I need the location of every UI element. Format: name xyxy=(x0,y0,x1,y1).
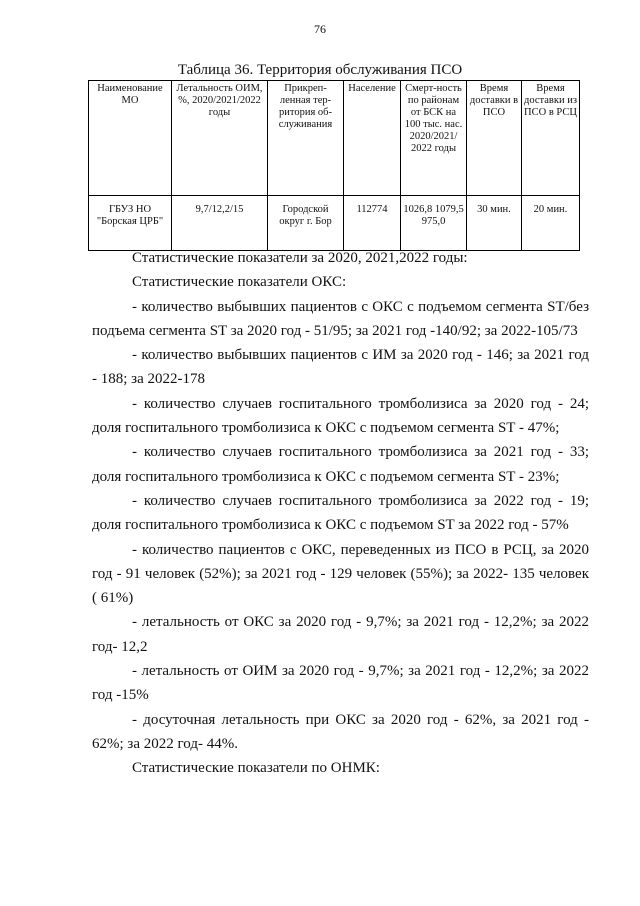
paragraph: - количество случаев госпитального тромболизиса за 2020 год - 24; доля госпитального тромболизиса к ОКС с подъемом сегмента ST - 47%; xyxy=(92,395,589,437)
paragraph: - летальность от ОИМ за 2020 год - 9,7%; за 2021 год - 12,2%; за 2022 год -15% xyxy=(92,663,589,704)
paragraph: Статистические показатели ОКС: xyxy=(132,274,347,291)
header-cell: Время доставки в ПСО xyxy=(467,81,522,196)
table-cell: 112774 xyxy=(344,196,401,251)
header-cell: Летальность ОИМ, %, 2020/2021/2022 годы xyxy=(172,81,268,196)
header-cell: Наименование МО xyxy=(89,81,172,196)
table-cell: Городской округ г. Бор xyxy=(268,196,344,251)
table-cell: 9,7/12,2/15 xyxy=(172,196,268,251)
table-cell: 1026,8 1079,5 975,0 xyxy=(401,196,467,251)
pso-service-table xyxy=(88,80,580,251)
paragraph: - количество случаев госпитального тромболизиса за 2021 год - 33; доля госпитального тромболизиса к ОКС с подъемом сегмента ST - 23%; xyxy=(92,444,589,485)
body-text xyxy=(92,246,589,781)
table-cell: 30 мин. xyxy=(467,196,522,251)
table-cell: ГБУЗ НО "Борская ЦРБ" xyxy=(89,196,172,251)
table-cell: 20 мин. xyxy=(522,196,580,251)
header-cell: Смерт-ность по районам от БСК на 100 тыс. нас. 2020/2021/ 2022 годы xyxy=(401,81,467,196)
paragraph: - досуточная летальность при ОКС за 2020 год - 62%, за 2021 год - 62%; за 2022 год- 44%. xyxy=(92,711,589,752)
paragraph: Статистические показатели по ОНМК: xyxy=(132,760,380,777)
header-cell: Население xyxy=(344,81,401,196)
table-caption: Таблица 36. Территория обслуживания ПСО xyxy=(177,62,463,78)
paragraph: - летальность от ОКС за 2020 год - 9,7%; за 2021 год - 12,2%; за 2022 год- 12,2 xyxy=(92,614,589,655)
paragraph: Статистические показатели за 2020, 2021,2022 годы: xyxy=(132,250,468,266)
table-row xyxy=(89,196,580,251)
paragraph: - количество случаев госпитального тромболизиса за 2022 год - 19; доля госпитального тромболизиса к ОКС с подъемом ST за 2022 год - 57% xyxy=(92,492,589,534)
paragraph: - количество выбывших пациентов с ИМ за 2020 год - 146; за 2021 год - 188; за 2022-178 xyxy=(92,347,589,388)
header-cell: Прикреп-ленная тер-ритория об-служивания xyxy=(268,81,344,196)
paragraph: - количество выбывших пациентов с ОКС с подъемом сегмента ST/без подъема сегмента ST за 2020 год - 51/95; за 2021 год -140/92; за 2022-105/73 xyxy=(92,298,589,339)
page-number: 76 xyxy=(314,22,326,36)
table-header-row xyxy=(89,81,580,196)
paragraph: - количество пациентов с ОКС, переведенных из ПСО в РСЦ, за 2020 год - 91 человек (52%); за 2021 год - 129 человек (55%); за 2022- 135 человек ( 61%) xyxy=(92,541,589,607)
header-cell: Время доставки из ПСО в РСЦ xyxy=(522,81,580,196)
